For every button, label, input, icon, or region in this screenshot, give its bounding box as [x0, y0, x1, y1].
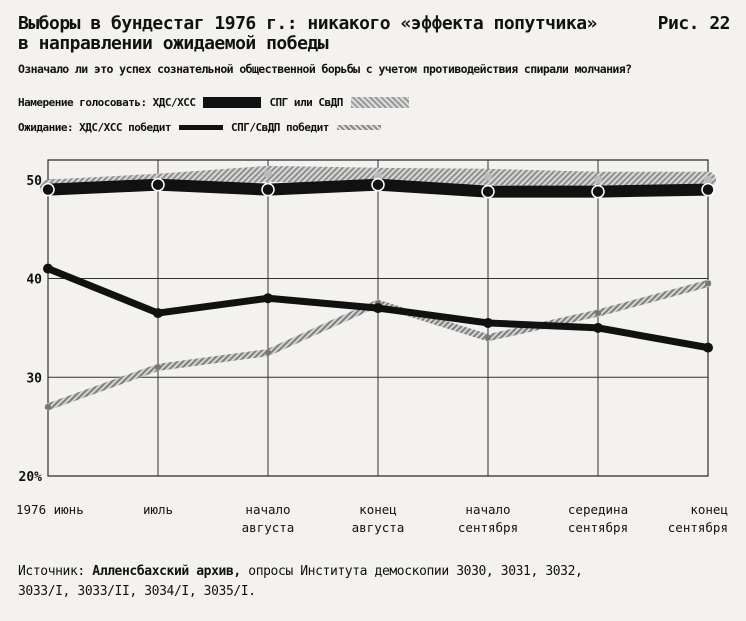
data-point-series-0 — [702, 184, 714, 196]
data-point-series-2 — [43, 264, 53, 274]
data-point-series-3 — [155, 364, 161, 370]
x-tick-label: июль — [142, 502, 174, 517]
chart-title-line1: Выборы в бундестаг 1976 г.: никакого «эффекта попутчика» — [18, 13, 597, 34]
legend-expect-spd: СПГ/СвДП победит — [230, 121, 329, 134]
figure-label: Рис. 22 — [657, 13, 730, 34]
x-tick-label: начало — [245, 502, 291, 517]
data-point-series-2 — [703, 343, 713, 353]
legend-intent-spd: СПГ или СвДП — [269, 96, 343, 109]
x-tick-label: сентября — [457, 520, 519, 535]
data-point-series-3 — [265, 350, 271, 356]
data-point-series-3 — [705, 280, 711, 286]
data-point-series-0 — [372, 179, 384, 191]
grid — [48, 160, 708, 476]
x-tick-label: начало — [465, 502, 511, 517]
data-point-series-2 — [593, 323, 603, 333]
x-tick-label: 1976 июнь — [16, 502, 84, 517]
x-tick-label: середина — [567, 502, 629, 517]
x-tick-label: конец — [359, 502, 397, 517]
data-point-series-1 — [264, 170, 272, 178]
data-point-series-3 — [595, 310, 601, 316]
data-point-series-0 — [262, 184, 274, 196]
data-point-series-0 — [482, 186, 494, 198]
y-tick-label: 30 — [26, 371, 42, 387]
source-note — [18, 562, 582, 602]
y-tick-label: 50 — [26, 173, 42, 189]
data-point-series-1 — [704, 176, 712, 184]
legend-intent-label: Намерение голосовать: — [18, 96, 147, 109]
x-tick-label: августа — [351, 520, 405, 535]
data-point-series-1 — [484, 173, 492, 181]
data-point-series-2 — [153, 308, 163, 318]
x-tick-label: конец — [690, 502, 728, 517]
data-point-series-2 — [483, 318, 493, 328]
legend-intent-cdu: ХДС/ХСС — [152, 96, 196, 109]
y-tick-label: 40 — [26, 272, 42, 288]
data-point-series-2 — [373, 303, 383, 313]
chart-title-line2: в направлении ожидаемой победы — [18, 33, 329, 54]
source-line1-rest: опросы Института демоскопии 3030, 3031, 3032, — [248, 564, 583, 579]
data-point-series-3 — [45, 404, 51, 410]
data-point-series-1 — [594, 176, 602, 184]
x-tick-label: августа — [241, 520, 295, 535]
data-point-series-0 — [592, 186, 604, 198]
axes — [16, 174, 728, 535]
source-line2: 3033/I, 3033/II, 3034/I, 3035/I. — [18, 584, 256, 599]
y-tick-label: 20% — [18, 470, 42, 485]
data-point-series-2 — [263, 293, 273, 303]
x-tick-label: сентября — [667, 520, 728, 535]
source-archive: Алленсбахский архив, — [92, 564, 241, 579]
legend-expect-label: Ожидание: — [18, 121, 74, 134]
data-point-series-3 — [485, 335, 491, 341]
data-point-series-0 — [152, 179, 164, 191]
chart-question: Означало ли это успех сознательной общественной борьбы с учетом противодействия спирали молчания? — [18, 62, 632, 76]
data-point-series-0 — [42, 184, 54, 196]
x-tick-label: сентября — [567, 520, 629, 535]
source-prefix: Источник: — [18, 564, 85, 579]
legend-expect-cdu: ХДС/ХСС победит — [79, 121, 171, 134]
